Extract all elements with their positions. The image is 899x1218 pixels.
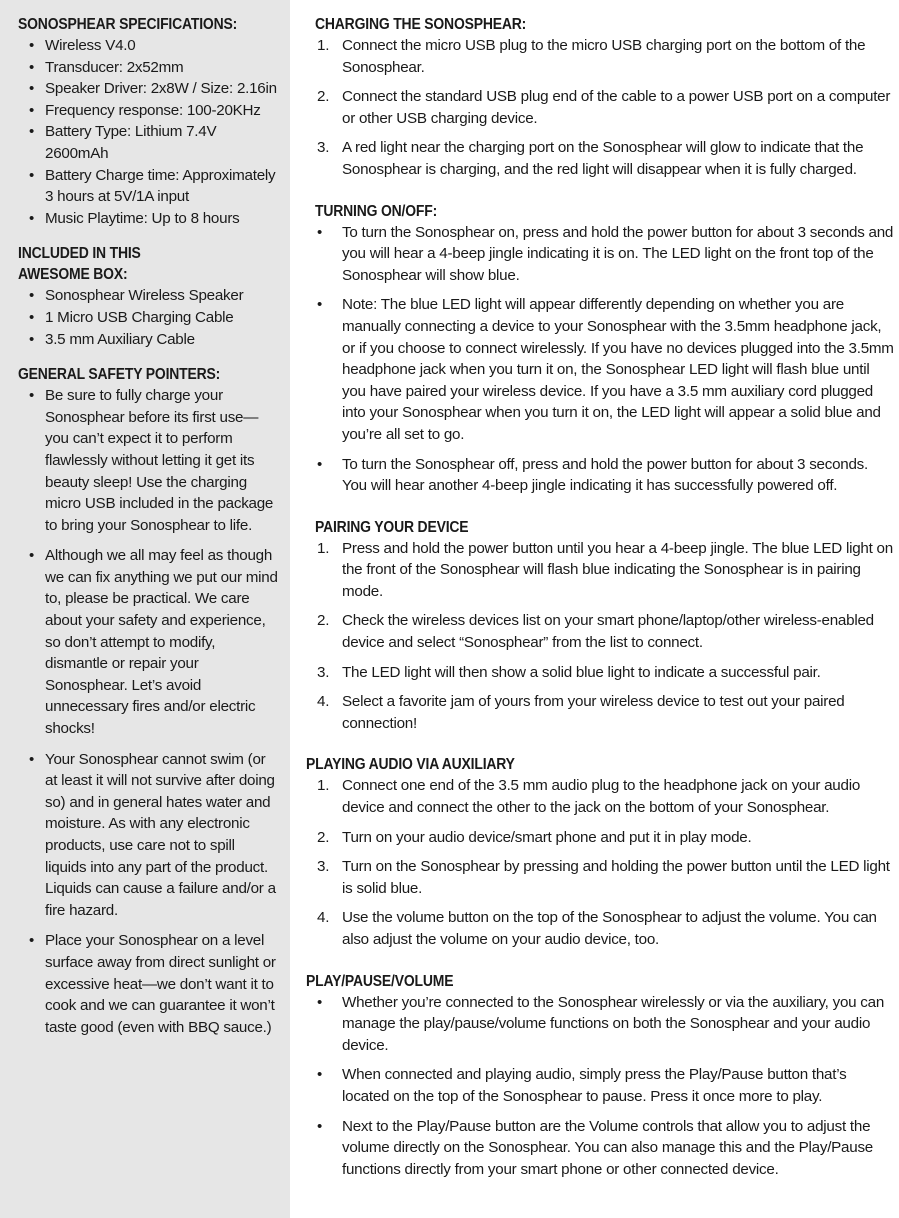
- pairing-steps: [306, 538, 895, 735]
- list-item: 2. Connect the standard USB plug end of the cable to a power USB port on a computer or other USB charging device.: [317, 88, 891, 127]
- charging-steps: [306, 35, 895, 181]
- bullet-icon: [29, 307, 34, 329]
- left-sidebar: [0, 0, 290, 1218]
- list-item: • When connected and playing audio, simply press the Play/Pause button that’s located on the top of the Sonosphear to pause. Press it once more to play.: [306, 1064, 895, 1107]
- bullet-icon: [29, 57, 34, 79]
- bullet-icon: [317, 1064, 322, 1086]
- step-number: 3.: [317, 858, 330, 876]
- bullet-icon: [29, 385, 34, 407]
- auxiliary-section: [306, 754, 895, 950]
- bullet-icon: [317, 454, 322, 476]
- included-list: [18, 285, 278, 350]
- list-item: • 3.5 mm Auxiliary Cable: [18, 329, 278, 351]
- list-item: 3. Turn on the Sonosphear by pressing and holding the power button until the LED light is solid blue.: [317, 858, 890, 897]
- charging-heading: CHARGING THE SONOSPHEAR:: [315, 16, 527, 33]
- list-item: • Your Sonosphear cannot swim (or at least it will not survive after doing so) and in general hates water and moisture. As with any electronic products, use care not to spill liquids into any part of the product. Liquids can cause a failure and/or a fire hazard.: [18, 749, 278, 922]
- list-item: • Battery Charge time: Approximately 3 hours at 5V/1A input: [18, 165, 278, 208]
- safety-section: [18, 364, 278, 1038]
- step-number: 1.: [317, 539, 330, 557]
- specifications-heading: SONOSPHEAR SPECIFICATIONS:: [18, 16, 238, 33]
- bullet-icon: [29, 545, 34, 567]
- step-number: 3.: [317, 139, 330, 157]
- list-item: 3. A red light near the charging port on the Sonosphear will glow to indicate that the Sonosphear is charging, and the red light will disappear when it is fully charged.: [317, 139, 864, 178]
- list-item: • Music Playtime: Up to 8 hours: [18, 208, 278, 230]
- bullet-icon: [29, 78, 34, 100]
- bullet-icon: [29, 329, 34, 351]
- bullet-icon: [29, 285, 34, 307]
- auxiliary-heading: PLAYING AUDIO VIA AUXILIARY: [306, 756, 515, 774]
- bullet-icon: [29, 35, 34, 57]
- included-section: [18, 243, 278, 350]
- list-item: 1. Press and hold the power button until you hear a 4-beep jingle. The blue LED light on the front of the Sonosphear will flash blue indicating the Sonosphear is in pairing mode.: [317, 539, 893, 600]
- power-section: [306, 201, 895, 497]
- bullet-icon: [29, 165, 34, 187]
- auxiliary-steps: [306, 775, 895, 950]
- bullet-icon: [29, 208, 34, 230]
- specifications-list: [18, 35, 278, 229]
- bullet-icon: [29, 749, 34, 771]
- list-item: 1. Connect one end of the 3.5 mm audio plug to the headphone jack on your audio device and connect the other to the jack on the bottom of your Sonosphear.: [317, 777, 861, 817]
- list-item: • Sonosphear Wireless Speaker: [18, 285, 278, 307]
- safety-heading: GENERAL SAFETY POINTERS:: [18, 366, 221, 384]
- power-heading: TURNING ON/OFF:: [315, 202, 438, 220]
- bullet-icon: [317, 992, 322, 1014]
- list-item: • Be sure to fully charge your Sonosphear before its first use—you can’t expect it to perform flawlessly without letting it get its beauty sleep! Use the charging micro USB included in the package to bring your Sonosphear to life.: [18, 385, 278, 536]
- bullet-icon: [29, 930, 34, 952]
- power-list: [306, 222, 895, 497]
- list-item: 3. The LED light will then show a solid blue light to indicate a successful pair.: [306, 662, 895, 684]
- list-item: • Next to the Play/Pause button are the Volume controls that allow you to adjust the volume directly on the Sonosphear. You can also manage this and the Play/Pause functions directly from your smart phone or other connected device.: [306, 1116, 895, 1181]
- list-item: • Place your Sonosphear on a level surface away from direct sunlight or excessive heat—we don’t want it to cook and we can guarantee it won’t taste good (even with BBQ sauce.): [18, 930, 278, 1038]
- main-content: [290, 0, 899, 1218]
- list-item: 4. Use the volume button on the top of the Sonosphear to adjust the volume. You can also adjust the volume on your audio device, too.: [317, 909, 877, 948]
- list-item: 1. Connect the micro USB plug to the micro USB charging port on the bottom of the Sonosphear.: [317, 37, 866, 76]
- included-heading: INCLUDED IN THIS AWESOME BOX:: [18, 245, 141, 284]
- step-number: 4.: [317, 909, 330, 927]
- list-item: • Transducer: 2x52mm: [18, 57, 278, 79]
- step-number: 3.: [317, 663, 330, 681]
- bullet-icon: [29, 121, 34, 143]
- list-item: • To turn the Sonosphear on, press and hold the power button for about 3 seconds and you will hear a 4-beep jingle indicating it is on. The LED light on the front top of the Sonosphear will show blue.: [306, 222, 895, 287]
- safety-list: [18, 385, 278, 1038]
- pairing-section: [306, 517, 895, 735]
- list-item: • Although we all may feel as though we can fix anything we put our mind to, please be practical. We care about your safety and experience, so don’t attempt to modify, dismantle or repair your Sonosphear. Let’s avoid unnecessary fires and/or electric shocks!: [18, 545, 278, 739]
- playback-heading: PLAY/PAUSE/VOLUME: [306, 972, 454, 990]
- bullet-icon: [317, 222, 322, 244]
- step-number: 4.: [317, 693, 330, 711]
- playback-list: [306, 992, 895, 1181]
- list-item: 2. Turn on your audio device/smart phone and put it in play mode.: [306, 827, 895, 849]
- charging-section: [306, 14, 895, 181]
- step-number: 2.: [317, 828, 330, 846]
- step-number: 2.: [317, 88, 330, 106]
- list-item: • Note: The blue LED light will appear differently depending on whether you are manually connecting a device to your Sonosphear with the 3.5mm headphone jack, or if you choose to connect wirelessly. If you have no devices plugged into the 3.5mm headphone jack when you turn it on, the Sonosphear LED light will flash blue until you have paired your wireless device. If you have a 3.5 mm auxiliary cord plugged into your Sonosphear when you turn it on, the LED light will appear a solid blue and you’re all set to go.: [306, 294, 895, 445]
- step-number: 1.: [317, 777, 330, 795]
- list-item: • Frequency response: 100-20KHz: [18, 100, 278, 122]
- pairing-heading: PAIRING YOUR DEVICE: [315, 518, 469, 536]
- list-item: 2. Check the wireless devices list on your smart phone/laptop/other wireless-enabled device and select “Sonosphear” from the list to connect.: [317, 612, 874, 652]
- playback-section: [306, 971, 895, 1181]
- list-item: • 1 Micro USB Charging Cable: [18, 307, 278, 329]
- bullet-icon: [317, 1116, 322, 1138]
- list-item: • Battery Type: Lithium 7.4V 2600mAh: [18, 121, 278, 164]
- list-item: • Whether you’re connected to the Sonosphear wirelessly or via the auxiliary, you can manage the play/pause/volume functions on both the Sonosphear and your audio device.: [306, 992, 895, 1057]
- list-item: • Wireless V4.0: [18, 35, 278, 57]
- list-item: • Speaker Driver: 2x8W / Size: 2.16in: [18, 78, 278, 100]
- list-item: 4. Select a favorite jam of yours from your wireless device to test out your paired connection!: [317, 693, 845, 732]
- specifications-section: [18, 14, 278, 229]
- list-item: • To turn the Sonosphear off, press and hold the power button for about 3 seconds. You will hear another 4-beep jingle indicating it has successfully powered off.: [306, 454, 895, 497]
- bullet-icon: [317, 294, 322, 316]
- step-number: 1.: [317, 37, 330, 54]
- bullet-icon: [29, 100, 34, 122]
- step-number: 2.: [317, 612, 330, 630]
